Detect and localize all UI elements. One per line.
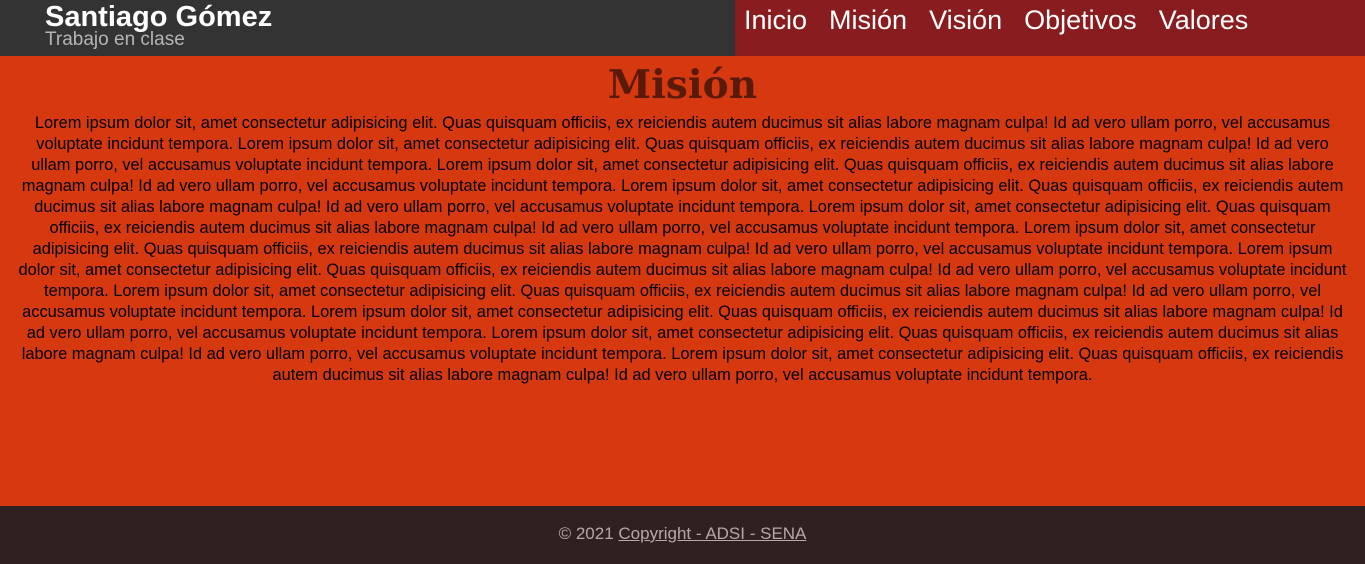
site-header (0, 0, 1365, 56)
main-content (0, 56, 1365, 506)
brand-block (0, 0, 735, 56)
site-title: Santiago Gómez (45, 1, 273, 33)
nav-link-inicio[interactable]: Inicio (744, 5, 808, 35)
main-nav (735, 0, 1365, 56)
nav-link-vision[interactable]: Visión (929, 5, 1003, 35)
site-subtitle: Trabajo en clase (45, 29, 185, 50)
nav-link-objetivos[interactable]: Objetivos (1024, 5, 1137, 35)
nav-link-valores[interactable]: Valores (1158, 5, 1249, 35)
site-footer (0, 506, 1365, 564)
footer-copyright-prefix: © 2021 (558, 524, 619, 543)
section-paragraph: Lorem ipsum dolor sit, amet consectetur adipisicing elit. Quas quisquam officiis, ex reiciendis autem ducimus sit alias labore magnam culpa! Id ad vero ullam porro, vel accusamus voluptate incidunt tempora. Lorem ipsum dolor sit, amet consectetur adipisicing elit. Quas quisquam officiis, ex reiciendis autem ducimus sit alias labore magnam culpa! Id ad vero ullam porro, vel accusamus voluptate incidunt tempora. Lorem ipsum dolor sit, amet consectetur adipisicing elit. Quas quisquam officiis, ex reiciendis autem ducimus sit alias labore magnam culpa! Id ad vero ullam porro, vel accusamus voluptate incidunt tempora. Lorem ipsum dolor sit, amet consectetur adipisicing elit. Quas quisquam officiis, ex reiciendis autem ducimus sit alias labore magnam culpa! Id ad vero ullam porro, vel accusamus voluptate incidunt tempora. Lorem ipsum dolor sit, amet consectetur adipisicing elit. Quas quisquam officiis, ex reiciendis autem ducimus sit alias labore magnam culpa! Id ad vero ullam porro, vel accusamus voluptate incidunt tempora. Lorem ipsum dolor sit, amet consectetur adipisicing elit. Quas quisquam officiis, ex reiciendis autem ducimus sit alias labore magnam culpa! Id ad vero ullam porro, vel accusamus voluptate incidunt tempora. Lorem ipsum dolor sit, amet consectetur adipisicing elit. Quas quisquam officiis, ex reiciendis autem ducimus sit alias labore magnam culpa! Id ad vero ullam porro, vel accusamus voluptate incidunt tempora. Lorem ipsum dolor sit, amet consectetur adipisicing elit. Quas quisquam officiis, ex reiciendis autem ducimus sit alias labore magnam culpa! Id ad vero ullam porro, vel accusamus voluptate incidunt tempora. Lorem ipsum dolor sit, amet consectetur adipisicing elit. Quas quisquam officiis, ex reiciendis autem ducimus sit alias labore magnam culpa! Id ad vero ullam porro, vel accusamus voluptate incidunt tempora. Lorem ipsum dolor sit, amet consectetur adipisicing elit. Quas quisquam officiis, ex reiciendis autem ducimus sit alias labore magnam culpa! Id ad vero ullam porro, vel accusamus voluptate incidunt tempora. Lorem ipsum dolor sit, amet consectetur adipisicing elit. Quas quisquam officiis, ex reiciendis autem ducimus sit alias labore magnam culpa! Id ad vero ullam porro, vel accusamus voluptate incidunt tempora. (18, 114, 1347, 384)
nav-link-mision[interactable]: Misión (829, 5, 908, 35)
section-title: Misión (607, 62, 758, 108)
footer-copyright-link[interactable]: Copyright - ADSI - SENA (618, 524, 807, 543)
